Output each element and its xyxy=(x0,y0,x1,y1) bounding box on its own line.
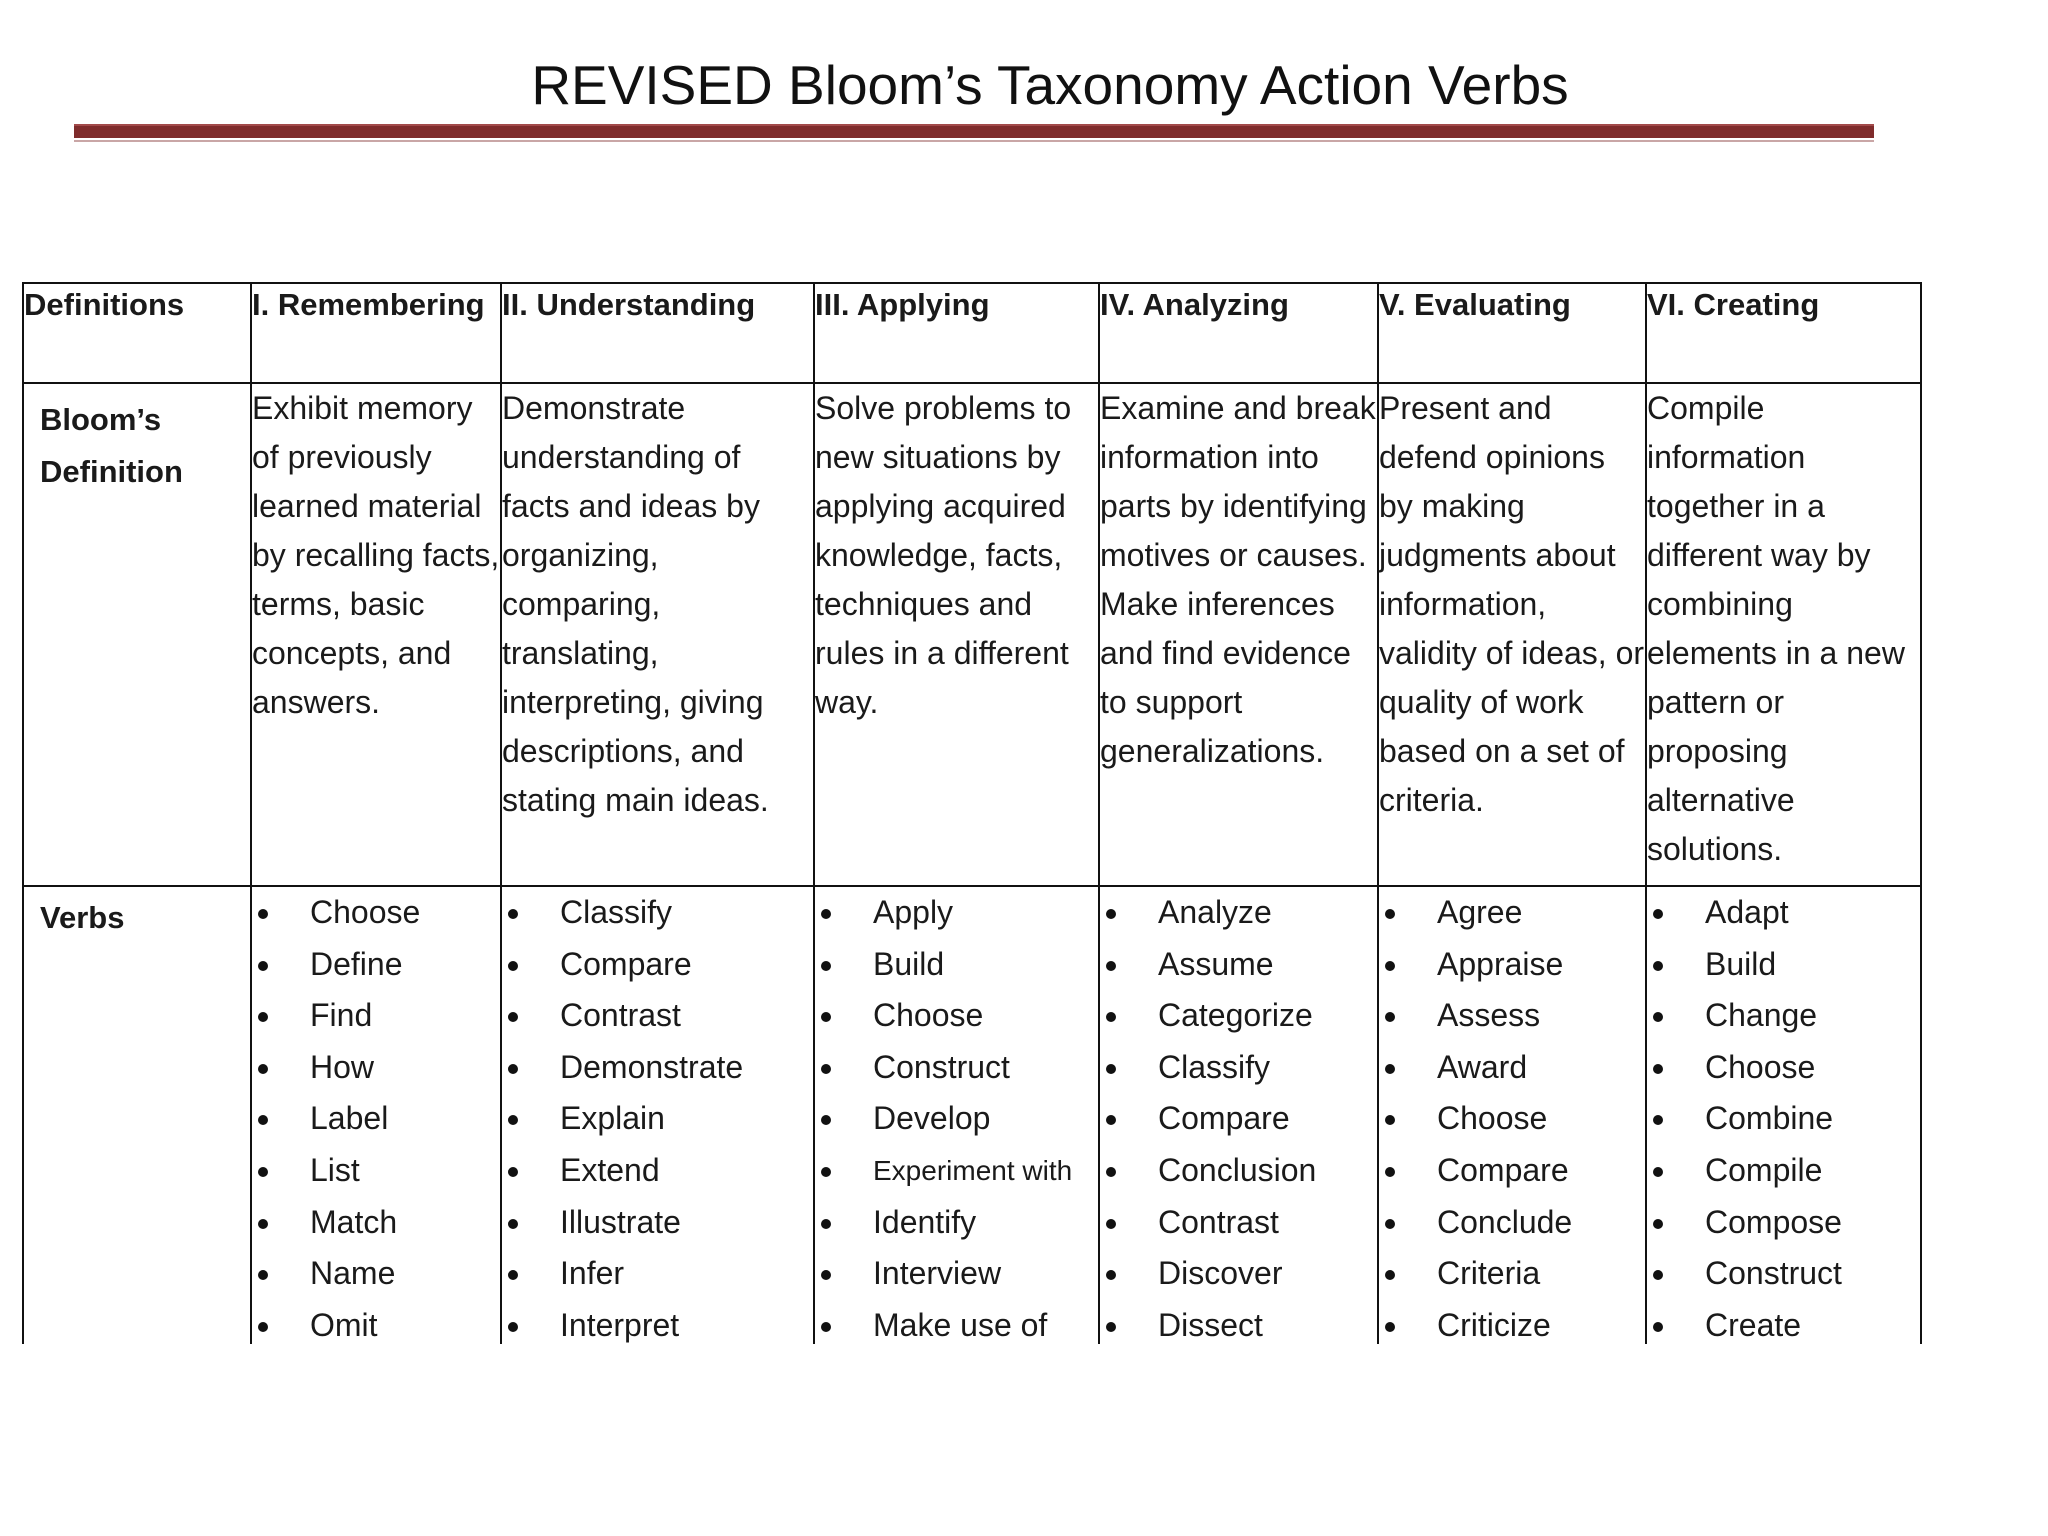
verb-item: Award xyxy=(1379,1042,1645,1094)
verb-item: Omit xyxy=(252,1300,500,1344)
verb-item: Assess xyxy=(1379,990,1645,1042)
header-creating: VI. Creating xyxy=(1646,283,1921,383)
header-analyzing: IV. Analyzing xyxy=(1099,283,1378,383)
verb-item: Construct xyxy=(815,1042,1098,1094)
verb-item: Categorize xyxy=(1100,990,1377,1042)
verb-item: Classify xyxy=(502,887,813,939)
verbs-remembering-cell xyxy=(251,886,501,1344)
verb-item: Compare xyxy=(502,939,813,991)
verb-item: Compare xyxy=(1100,1093,1377,1145)
definition-row-label xyxy=(23,383,251,886)
verb-item: Change xyxy=(1647,990,1920,1042)
verbs-list-applying xyxy=(815,887,1098,1344)
verb-item: Classify xyxy=(1100,1042,1377,1094)
verb-item: Choose xyxy=(1647,1042,1920,1094)
verb-item: Assume xyxy=(1100,939,1377,991)
verb-item: Combine xyxy=(1647,1093,1920,1145)
verbs-creating-cell xyxy=(1646,886,1921,1344)
definition-evaluating: Present and defend opinions by making judgments about information, validity of ideas, or quality of work based on a set of criteria. xyxy=(1378,383,1646,886)
verb-item: Analyze xyxy=(1100,887,1377,939)
table-header-row xyxy=(23,283,1921,383)
verbs-list-creating xyxy=(1647,887,1920,1344)
taxonomy-table xyxy=(22,282,1922,1344)
verb-item: Contrast xyxy=(1100,1197,1377,1249)
verb-item: Name xyxy=(252,1248,500,1300)
verb-item: Compose xyxy=(1647,1197,1920,1249)
verb-item: Adapt xyxy=(1647,887,1920,939)
verb-item: Choose xyxy=(1379,1093,1645,1145)
title-divider-rule xyxy=(74,124,1874,138)
verb-item: Discover xyxy=(1100,1248,1377,1300)
verb-item: Criticize xyxy=(1379,1300,1645,1344)
document-title: REVISED Bloom’s Taxonomy Action Verbs xyxy=(531,54,1569,116)
taxonomy-table-container xyxy=(22,282,1922,1344)
verb-item: Find xyxy=(252,990,500,1042)
verb-item: Appraise xyxy=(1379,939,1645,991)
verb-item: Experiment with xyxy=(815,1145,1098,1197)
definition-understanding: Demonstrate understanding of facts and ideas by organizing, comparing, translating, interpreting, giving descriptions, and stating main ideas. xyxy=(501,383,814,886)
verb-item: Criteria xyxy=(1379,1248,1645,1300)
verb-item: Build xyxy=(1647,939,1920,991)
verb-item: Illustrate xyxy=(502,1197,813,1249)
verbs-analyzing-cell xyxy=(1099,886,1378,1344)
definition-analyzing: Examine and break information into parts by identifying motives or causes. Make inferences and find evidence to support generalizations. xyxy=(1099,383,1378,886)
definition-remembering: Exhibit memory of previously learned material by recalling facts, terms, basic concepts, and answers. xyxy=(251,383,501,886)
verbs-row-label: Verbs xyxy=(23,886,251,1344)
verb-item: Identify xyxy=(815,1197,1098,1249)
verb-item: Conclusion xyxy=(1100,1145,1377,1197)
verbs-list-evaluating xyxy=(1379,887,1645,1344)
header-applying: III. Applying xyxy=(814,283,1099,383)
verbs-list-analyzing xyxy=(1100,887,1377,1344)
definition-label-line1: Bloom’s xyxy=(40,402,162,437)
header-evaluating: V. Evaluating xyxy=(1378,283,1646,383)
verb-item: Develop xyxy=(815,1093,1098,1145)
verbs-applying-cell xyxy=(814,886,1099,1344)
verb-item: Apply xyxy=(815,887,1098,939)
verb-item: Create xyxy=(1647,1300,1920,1344)
verb-item: List xyxy=(252,1145,500,1197)
verbs-list-understanding xyxy=(502,887,813,1344)
verb-item: Contrast xyxy=(502,990,813,1042)
verbs-understanding-cell xyxy=(501,886,814,1344)
verb-item: Dissect xyxy=(1100,1300,1377,1344)
verb-item: Compile xyxy=(1647,1145,1920,1197)
verb-item: Build xyxy=(815,939,1098,991)
verb-item: Choose xyxy=(252,887,500,939)
verb-item: Make use of xyxy=(815,1300,1098,1344)
verb-item: Construct xyxy=(1647,1248,1920,1300)
definition-label-line2: Definition xyxy=(40,454,183,489)
verb-item: Interpret xyxy=(502,1300,813,1344)
verb-item: Infer xyxy=(502,1248,813,1300)
verbs-list-remembering xyxy=(252,887,500,1344)
verb-item: Match xyxy=(252,1197,500,1249)
verb-item: Agree xyxy=(1379,887,1645,939)
verb-item: Define xyxy=(252,939,500,991)
verb-item: Choose xyxy=(815,990,1098,1042)
header-understanding: II. Understanding xyxy=(501,283,814,383)
definition-applying: Solve problems to new situations by applying acquired knowledge, facts, techniques and rules in a different way. xyxy=(814,383,1099,886)
verbs-evaluating-cell xyxy=(1378,886,1646,1344)
verb-item: Label xyxy=(252,1093,500,1145)
definition-row xyxy=(23,383,1921,886)
verb-item: Explain xyxy=(502,1093,813,1145)
verb-item: Extend xyxy=(502,1145,813,1197)
header-definitions: Definitions xyxy=(23,283,251,383)
verb-item: Demonstrate xyxy=(502,1042,813,1094)
verb-item: How xyxy=(252,1042,500,1094)
verb-item: Compare xyxy=(1379,1145,1645,1197)
verb-item: Interview xyxy=(815,1248,1098,1300)
header-remembering: I. Remembering xyxy=(251,283,501,383)
verbs-row xyxy=(23,886,1921,1344)
verb-item: Conclude xyxy=(1379,1197,1645,1249)
definition-creating: Compile information together in a different way by combining elements in a new pattern or proposing alternative solutions. xyxy=(1646,383,1921,886)
